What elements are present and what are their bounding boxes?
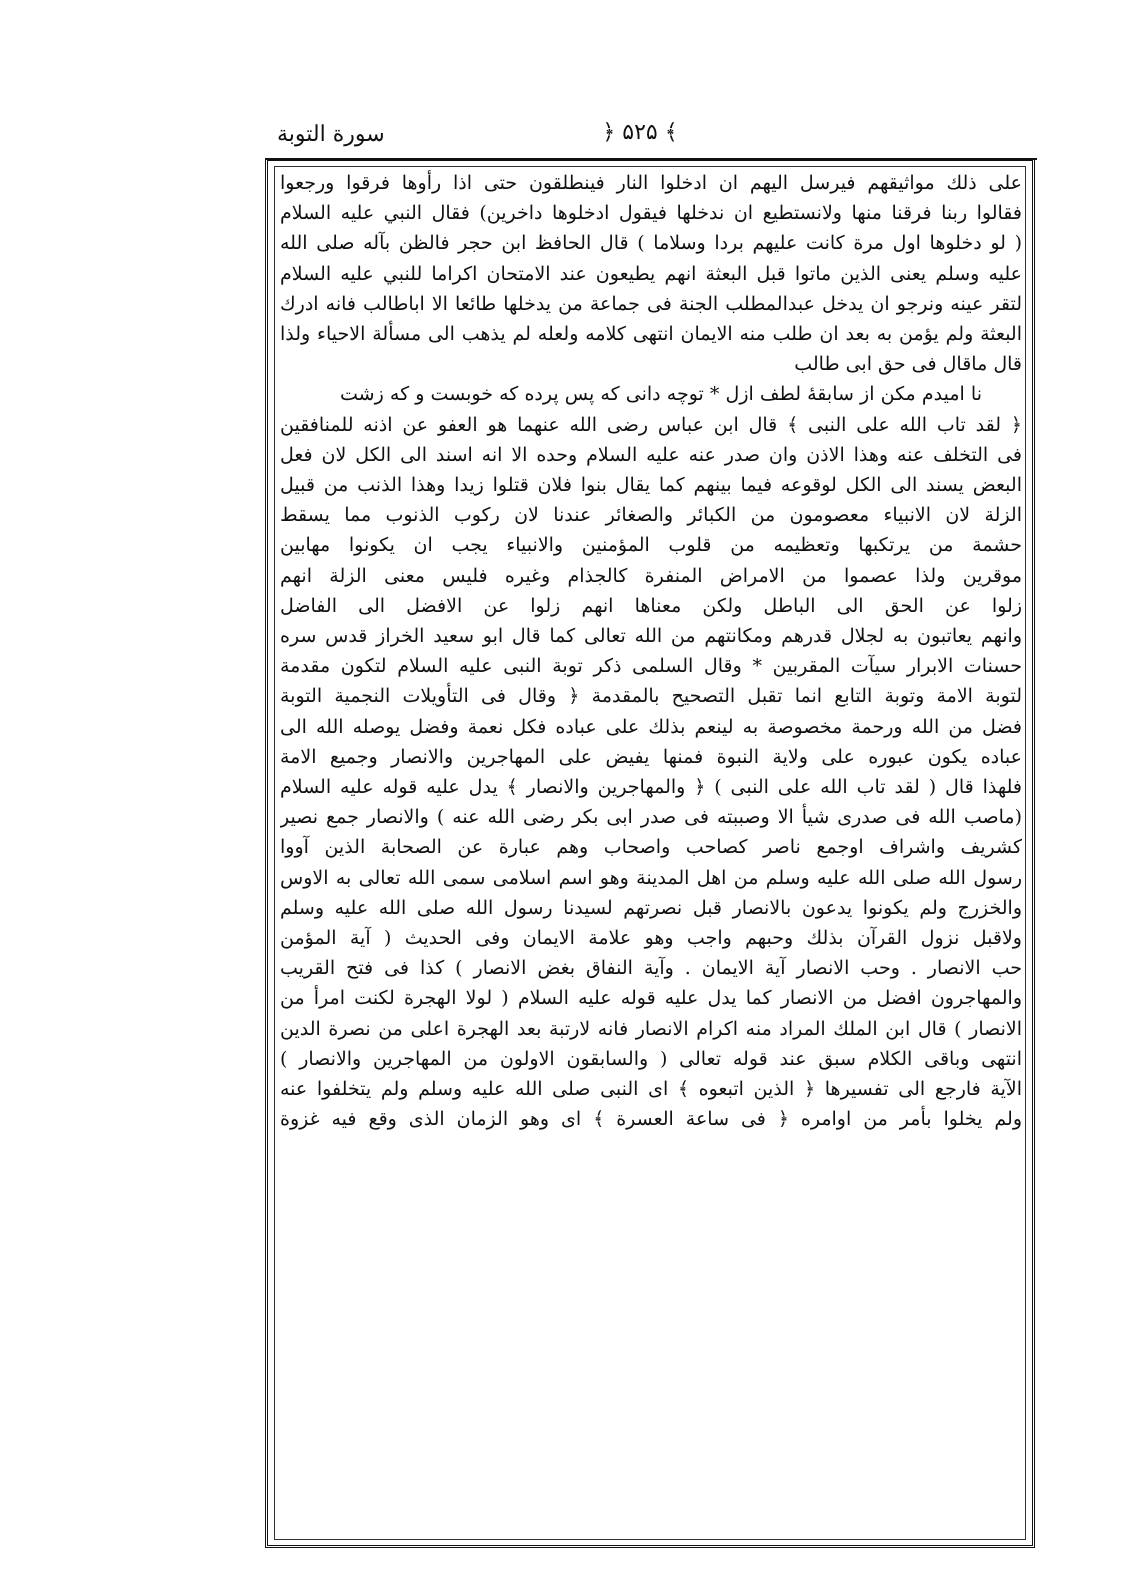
text-line: (ماصب الله فى صدرى شيأ الا وصببته فى صدر ابى بكر رضى الله عنه ) والانصار جمع نصير [280, 806, 1022, 829]
text-line: كشريف واشراف اوجمع ناصر كصاحب واصحاب وهم عبارة عن الصحابة الذين آووا [280, 836, 1022, 859]
text-line: فضل من الله ورحمة مخصوصة به لينعم بذلك على عباده فكل نعمة وفضل يوصله الله الى [280, 715, 1022, 738]
text-line: الانصار ) قال ابن الملك المراد منه اكرام الانصار فانه لارتبة بعد الهجرة اعلى من نصرة الدين [280, 1017, 1022, 1040]
page-header [265, 118, 1037, 158]
text-line: فلهذا قال ( لقد تاب الله على النبى ) ﴿ والمهاجرين والانصار ﴾ يدل عليه قوله عليه السلام [280, 776, 1022, 799]
text-line: موقرين ولذا عصموا من الامراض المنفرة كالجذام وغيره فليس معنى الزلة انهم [280, 564, 1022, 587]
text-line: الآية فارجع الى تفسيرها ﴿ الذين اتبعوه ﴾ اى النبى صلى الله عليه وسلم ولم يتخلفوا عنه [280, 1078, 1022, 1101]
text-line: الزلة لان الانبياء معصومون من الكبائر والصغائر عندنا لان ركوب الذنوب مما يسقط [280, 504, 1022, 527]
text-line: والخزرج ولم يكونوا يدعون بالانصار قبل نصرتهم لسيدنا رسول الله صلى الله عليه وسلم [280, 896, 1022, 919]
page-number: ﴾ ۵۲۵ ﴿ [602, 120, 678, 145]
text-line: حسنات الابرار سيآت المقربين * وقال السلمى ذكر توبة النبى عليه السلام لتكون مقدمة [280, 655, 1022, 678]
text-line: قال ماقال فى حق ابى طالب [794, 353, 1022, 376]
text-line: ﴿ لقد تاب الله على النبى ﴾ قال ابن عباس رضى الله عنهما هو العفو عن اذنه للمنافقين [280, 413, 1022, 436]
text-line: وانهم يعاتبون به لجلال قدرهم ومكانتهم من الله تعالى كما قال ابو سعيد الخراز قدس سره [280, 625, 1022, 648]
text-line: زلوا عن الحق الى الباطل ولكن معناها انهم زلوا عن الافضل الى الفاضل [280, 594, 1022, 617]
text-line: البعثة ولم يؤمن به بعد ان طلب منه الايمان انتهى كلامه ولعله لم يذهب الى مسألة الاحياء ولذا [280, 323, 1022, 346]
text-line: عليه وسلم يعنى الذين ماتوا قبل البعثة انهم يطيعون عند الامتحان اكراما للنبي عليه السلام [280, 262, 1022, 285]
text-line: عباده يكون عبوره على ولاية النبوة فمنها يفيض على المهاجرين والانصار وجميع الامة [280, 745, 1022, 768]
text-line: على ذلك مواثيقهم فيرسل اليهم ان ادخلوا النار فينطلقون حتى اذا رأوها فرقوا ورجعوا [280, 172, 1022, 194]
persian-verse-line: نا اميدم مكن از سابقهٔ لطف ازل * توچه دانى كه پس پرده كه خوبست و كه زشت [340, 383, 982, 406]
chapter-title: سورة التوبة [277, 122, 385, 147]
text-line: فقالوا ربنا فرقنا منها ولانستطيع ان ندخلها فيقول ادخلوها داخرين) فقال النبي عليه السلام [280, 202, 1022, 225]
text-line: حشمة من يرتكبها وتعظيمه من قلوب المؤمنين والانبياء يجب ان يكونوا مهابين [280, 534, 1022, 557]
text-line: البعض يسند الى الكل لوقوعه فيما بينهم كما يقال بنوا فلان قتلوا زيدا وهذا الذنب من قبيل [280, 474, 1022, 497]
text-line: ولم يخلوا بأمر من اوامره ﴿ فى ساعة العسرة ﴾ اى وهو الزمان الذى وقع فيه غزوة [280, 1108, 1022, 1131]
text-line: لتقر عينه ونرجو ان يدخل عبدالمطلب الجنة فى جماعة من يدخلها طائعا الا اباطالب فانه ادرك [280, 292, 1022, 315]
body-text [280, 168, 1022, 1540]
text-line: فى التخلف عنه وهذا الاذن وان صدر عنه عليه السلام وحده الا انه اسند الى الكل لان فعل [280, 443, 1022, 466]
text-line: انتهى وباقى الكلام سبق عند قوله تعالى ( والسابقون الاولون من المهاجرين والانصار ) [280, 1047, 1022, 1070]
text-line: ولاقبل نزول القرآن بذلك وحبهم واجب وهو علامة الايمان وفى الحديث ( آية المؤمن [280, 927, 1022, 950]
text-line: رسول الله صلى الله عليه وسلم من اهل المدينة وهو اسم اسلامى سمى الله تعالى به الاوس [280, 866, 1022, 889]
text-line: حب الانصار . وحب الانصار آية الايمان . وآية النفاق بغض الانصار ) كذا فى فتح القريب [280, 957, 1022, 980]
text-line: والمهاجرون افضل من الانصار كما يدل عليه قوله عليه السلام ( لولا الهجرة لكنت امرأ من [280, 987, 1022, 1010]
text-line: ( لو دخلوها اول مرة كانت عليهم بردا وسلاما ) قال الحافظ ابن حجر فالظن بآله صلى الله [280, 232, 1022, 255]
text-line: لتوبة الامة وتوبة التابع انما تقبل التصحيح بالمقدمة ﴿ وقال فى التأويلات النجمية التوبة [280, 685, 1022, 708]
